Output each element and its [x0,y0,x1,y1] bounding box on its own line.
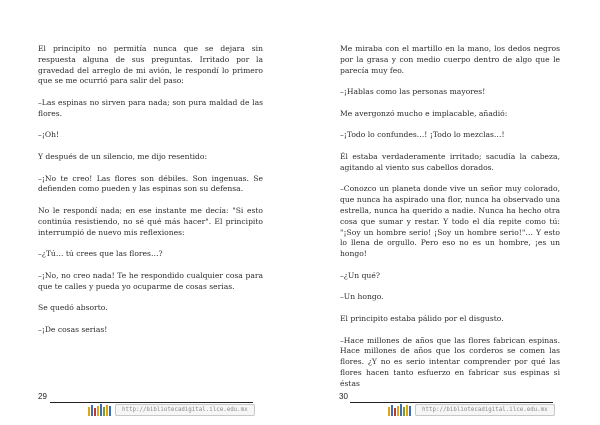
paragraph: –Las espinas no sirven para nada; son pura maldad de las flores. [38,97,263,118]
book-spine [97,406,99,416]
book-spine [388,407,390,416]
book-spine [409,406,411,416]
paragraph: –Hace millones de años que las flores fabrican espinas. Hace millones de años que los corderos se comen las flores. ¿Y no es serio intentar comprender por qué las flores hacen tanto esfuerzo en fabricar sus espinas si éstas [340,335,560,388]
book-spine [394,408,396,416]
book-spine [100,404,102,416]
paragraph: –¿Tú… tú crees que las flores…? [38,249,163,259]
footer-left [88,404,255,416]
left-page-text [38,44,263,336]
book-spine [406,405,408,416]
right-page-text [340,44,560,390]
book-spine [106,405,108,416]
paragraph: El principito estaba pálido por el disgusto. [340,313,504,323]
book-spine [94,408,96,416]
paragraph: –¡No te creo! Las flores son débiles. Son ingenuas. Se defienden como pueden y las espinas son su defensa. [38,173,263,194]
books-icon [88,404,111,416]
footer-rule-left [50,402,253,403]
book-spine [109,406,111,416]
paragraph: –Un hongo. [340,292,384,302]
paragraph: –¿Un qué? [340,270,380,280]
paragraph: –¡Oh! [38,130,60,140]
paragraph: –¡De cosas serias! [38,324,108,334]
book-spine [391,405,393,416]
right-page [300,0,600,425]
paragraph: Me avergonzó mucho e implacable, añadió: [340,108,508,118]
paragraph: –¡Hablas como las personas mayores! [340,87,486,97]
book-spine [403,407,405,416]
paragraph: Él estaba verdaderamente irritado; sacudía la cabeza, agitando al viento sus cabellos dorados. [340,151,560,172]
footer-rule-right [350,402,553,403]
paragraph: –¡Todo lo confundes…! ¡Todo lo mezclas…! [340,130,505,140]
book-spine [103,407,105,416]
book-spine [88,407,90,416]
book-spine [397,406,399,416]
paragraph: –¡No, no creo nada! Te he respondido cualquier cosa para que te calles y pueda yo ocuparme de cosas serias. [38,270,263,291]
paragraph: El principito no permitía nunca que se dejara sin respuesta alguna de sus preguntas. Irritado por la gravedad del arreglo de mi avión, le respondí lo primero que se me ocurrió para salir del paso: [38,44,263,86]
book-spine [91,405,93,416]
book-spine [400,404,402,416]
footer-url-link[interactable]: http://bibliotecadigital.ilce.edu.mx [415,404,555,416]
paragraph: –Conozco un planeta donde vive un señor muy colorado, que nunca ha aspirado una flor, nunca ha observado una estrella, nunca ha querido a nadie. Nunca ha hecho otra cosa que sumar y restar. Y todo el día repite como tú: "¡Soy un hombre serio! ¡Soy un hombre serio!"… Y esto lo llena de orgullo. Pero eso no es un hombre, ¡es un hongo! [340,184,560,259]
books-icon [388,404,411,416]
paragraph: Se quedó absorto. [38,303,108,313]
paragraph: Me miraba con el martillo en la mano, los dedos negros por la grasa y con medio cuerpo dentro de algo que le parecía muy feo. [340,44,560,75]
page-number-right: 30 [339,392,348,401]
page-number-left: 29 [38,392,47,401]
footer-right [388,404,555,416]
paragraph: No le respondí nada; en ese instante me decía: "Si esto continúa resistiendo, no sé qué más hacer". El principito interrumpió de nuevo mis reflexiones: [38,205,263,237]
footer-url-link[interactable]: http://bibliotecadigital.ilce.edu.mx [115,404,255,416]
paragraph: Y después de un silencio, me dijo resentido: [38,151,208,161]
